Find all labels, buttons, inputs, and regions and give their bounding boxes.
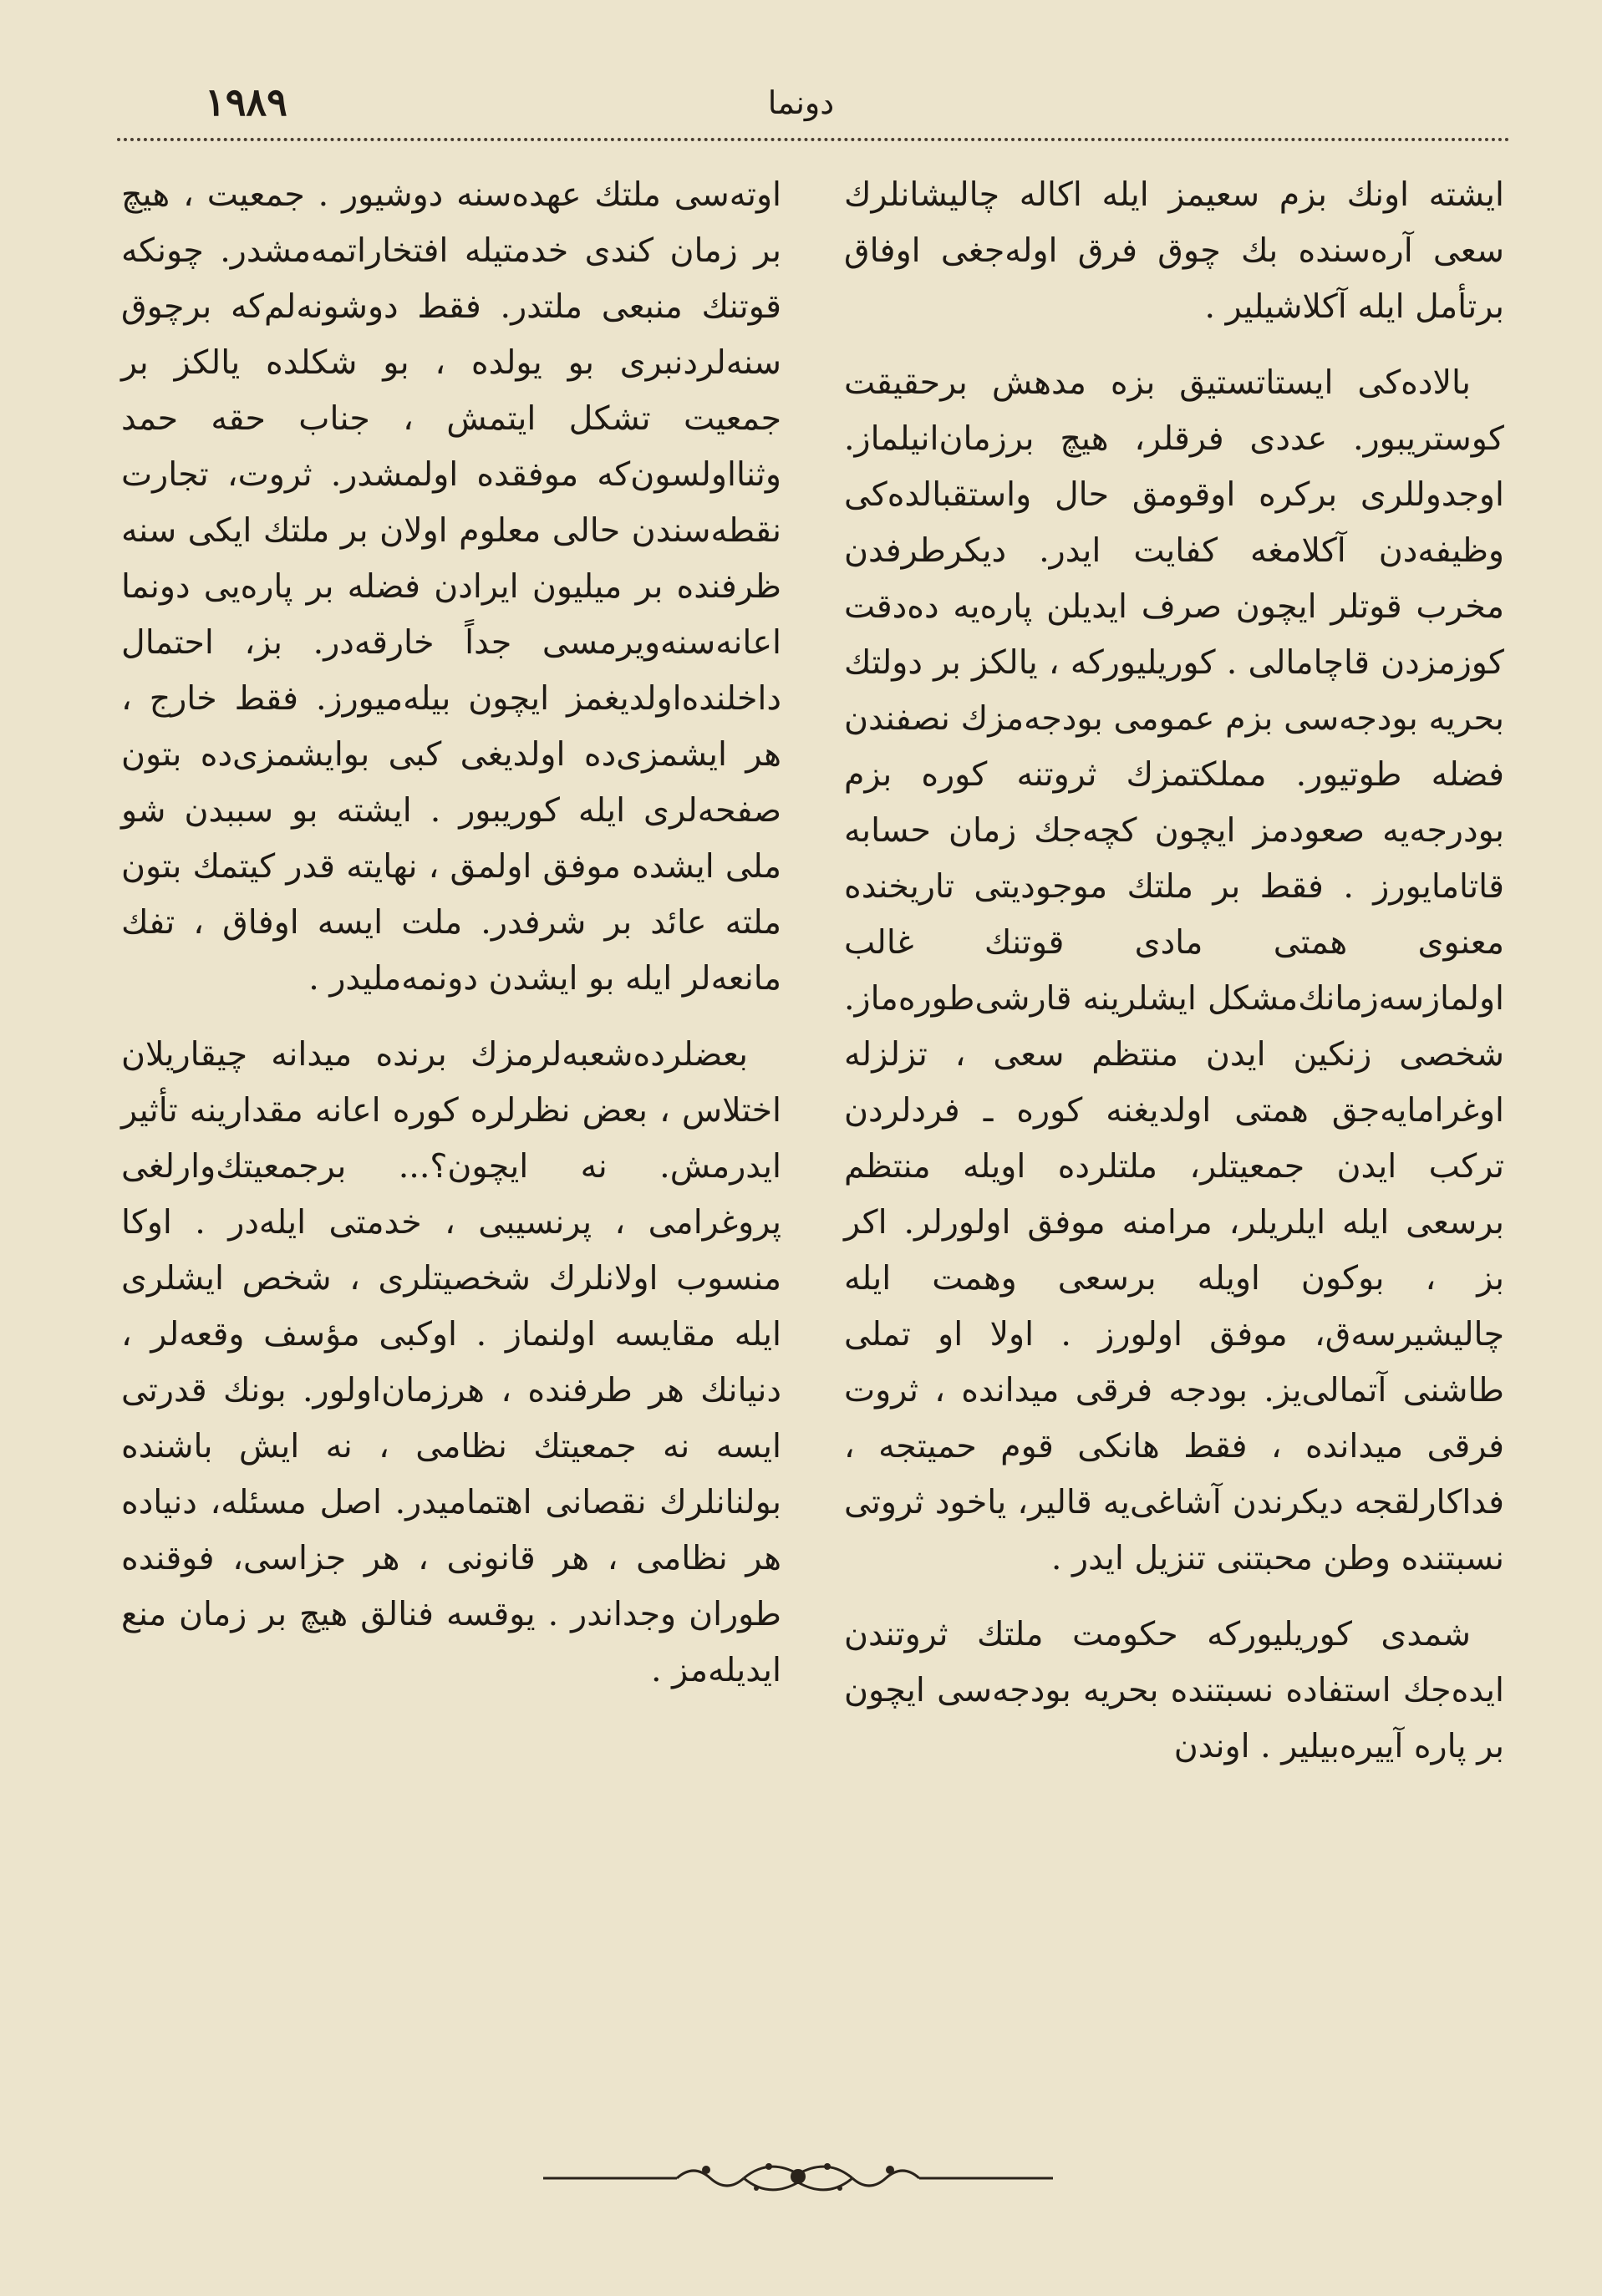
- paragraph: بالاده‌کی ایستاتستیق بزه مدهش برحقیقت کوستریبور. عددی فرقلر، هیچ برزمان‌انیلماز. اوجدوللری برکره اوقومق حال واستقبالده‌کی وظیفه‌دن آکلامغه کفایت ایدر. دیکرطرفدن مخرب قوتلر ایچون صرف ایدیلن پاره‌یه ده‌دقت کوزمزدن قاچامالی . کوریلیورکه ، یالکز بر دولتك بحریه بودجه‌سی بزم عمومی بودجه‌مزك نصفندن فضله طوتیور. مملکتمزك ثروتنه کوره بزم بودرجه‌یه صعودمز ایچون کچه‌جك زمان حسابه قاتامایورز . فقط بر ملتك موجودیتی تاریخنده معنوی همتی مادی قوتنك غالب اولمازسه‌زمانك‌مشکل ایشلرینه قارشی‌طوره‌ماز. شخصی زنکین ایدن منتظم سعی ، تزلزله اوغرامایه‌جق همتی اولدیغنه کوره ـ فردلردن ترکب ایدن جمعیتلر، ملتلرده اویله منتظم برسعی ایله ایلریلر، مرامنه موفق اولورلر. اکر بز ، بوکون اویله برسعی وهمت ایله چالیشیرسه‌ق، موفق اولورز . اولا او تملی طاشنی آتمالی‌یز. بودجه فرقی میدانده ، ثروت فرقی میدانده ، فقط هانکی قوم حمیتجه ، فداکارلقجه دیکرندن آشاغی‌یه قالیر، یاخود ثروتی نسبتنده وطن محبتنی تنزیل ایدر .: [844, 363, 1504, 1577]
- header-divider: [117, 138, 1510, 141]
- floral-vignette-icon: [535, 2151, 1061, 2202]
- journal-title: دونما: [767, 84, 835, 121]
- paragraph: شمدی کوریلیورکه حکومت ملتك ثروتندن ایده‌جك استفاده نسبتنده بحریه بودجه‌سی ایچون بر پاره آییره‌بیلیر . اوندن: [844, 1615, 1504, 1765]
- right-column: [844, 167, 1504, 1795]
- page-number: ١٩٨٩: [205, 79, 287, 124]
- left-column: [121, 167, 781, 1719]
- page-header: [100, 79, 1502, 138]
- paragraph: ایشته اونك بزم سعیمز ایله اکا‌له چالیشانلرك سعی آره‌سنده بك چوق فرق اوله‌جغی اوفاق برتأمل ایله آکلاشیلیر .: [844, 175, 1504, 326]
- paragraph: بعضلرده‌شعبه‌لرمزك برنده میدانه چیقاریلان اختلاس ، بعض نظرلره کوره اعانه مقدارینه تأثیر ایدرمش. نه ایچون؟... برجمعیتك‌وارلغی پروغرامی ، پرنسیبی ، خدمتی ایله‌در . اوکا منسوب اولانلرك شخصیتلری ، شخص ایشلری ایله مقایسه اولنماز . اوکبی مؤسف وقعه‌لر ، دنیانك هر طرفنده ، هرزمان‌اولور. بونك قدرتی ایسه نه جمعیتك نظامی ، نه ایش باشنده بولنانلرك نقصانی اهتمامیدر. اصل مسئله، دنیاده هر نظامی ، هر قانونی ، هر جزاسی، فوقنده طوران وجداندر . یوقسه فنالق هیچ بر زمان منع ایدیله‌مز .: [121, 1035, 781, 1689]
- paragraph: اوته‌سی ملتك عهده‌سنه دوشیور . جمعیت ، هیچ بر زمان کندی خدمتیله افتخاراتمه‌مشدر. چونکه قوتنك منبعی ملتدر. فقط دوشونه‌لم‌که برچوق سنه‌لردنبری بو یولده ، بو شکلده یالکز بر جمعیت تشکل ایتمش ، جناب حقه حمد وثنااولسون‌که موفقده اولمشدر. ثروت، تجارت نقطه‌سندن حالی معلوم اولان بر ملتك ایکی سنه ظرفنده بر میلیون ایرادن فضله بر پاره‌یی دونما اعانه‌سنه‌ویرمسی جداً خارقه‌در. بز، احتمال داخلنده‌اولدیغمز ایچون بیله‌میورز. فقط خارج ، هر ایشمزی‌ده اولدیغی کبی بوایشمزی‌ده بتون صفحه‌لری ایله کوریبور . ایشته بو سببدن شو ملی ایشده موفق اولمق ، نهایته قدر کیتمك بتون ملته عائد بر شرفدر. ملت ایسه اوفاق ، تفك مانعه‌لر ایله بو ایشدن دونمه‌ملیدر .: [121, 175, 781, 998]
